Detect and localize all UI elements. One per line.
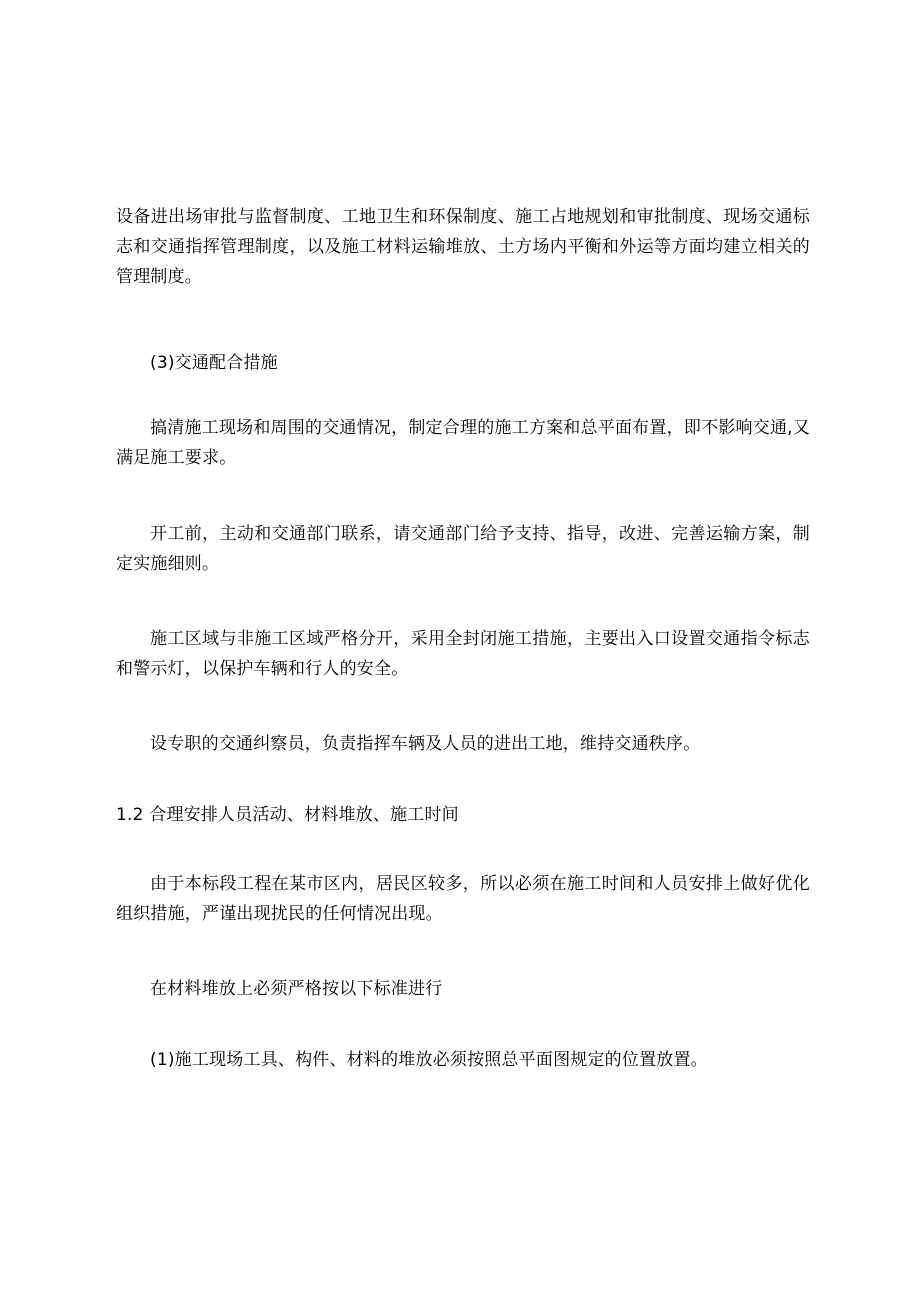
body-paragraph: 设备进出场审批与监督制度、工地卫生和环保制度、施工占地规划和审批制度、现场交通标志和交通指挥管理制度，以及施工材料运输堆放、土方场内平衡和外运等方面均建立相关的管理制度。 [116,207,810,287]
body-paragraph: 搞清施工现场和周围的交通情况，制定合理的施工方案和总平面布置，即不影响交通,又满足施工要求。 [116,418,810,468]
list-item: (1)施工现场工具、构件、材料的堆放必须按照总平面图规定的位置放置。 [150,1050,708,1070]
body-paragraph: 施工区域与非施工区域严格分开，采用全封闭施工措施，主要出入口设置交通指令标志和警示灯，以保护车辆和行人的安全。 [116,629,810,679]
section-heading: 1.2 合理安排人员活动、材料堆放、施工时间 [116,805,459,825]
body-paragraph: 由于本标段工程在某市区内，居民区较多，所以必须在施工时间和人员安排上做好优化组织措施，严谨出现扰民的任何情况出现。 [116,874,810,924]
body-paragraph: 设专职的交通纠察员，负责指挥车辆及人员的进出工地，维持交通秩序。 [150,734,701,754]
body-paragraph: 开工前，主动和交通部门联系，请交通部门给予支持、指导，改进、完善运输方案，制定实施细则。 [116,524,810,574]
body-paragraph: 在材料堆放上必须严格按以下标准进行 [150,979,443,999]
subsection-heading: (3)交通配合措施 [150,353,278,373]
